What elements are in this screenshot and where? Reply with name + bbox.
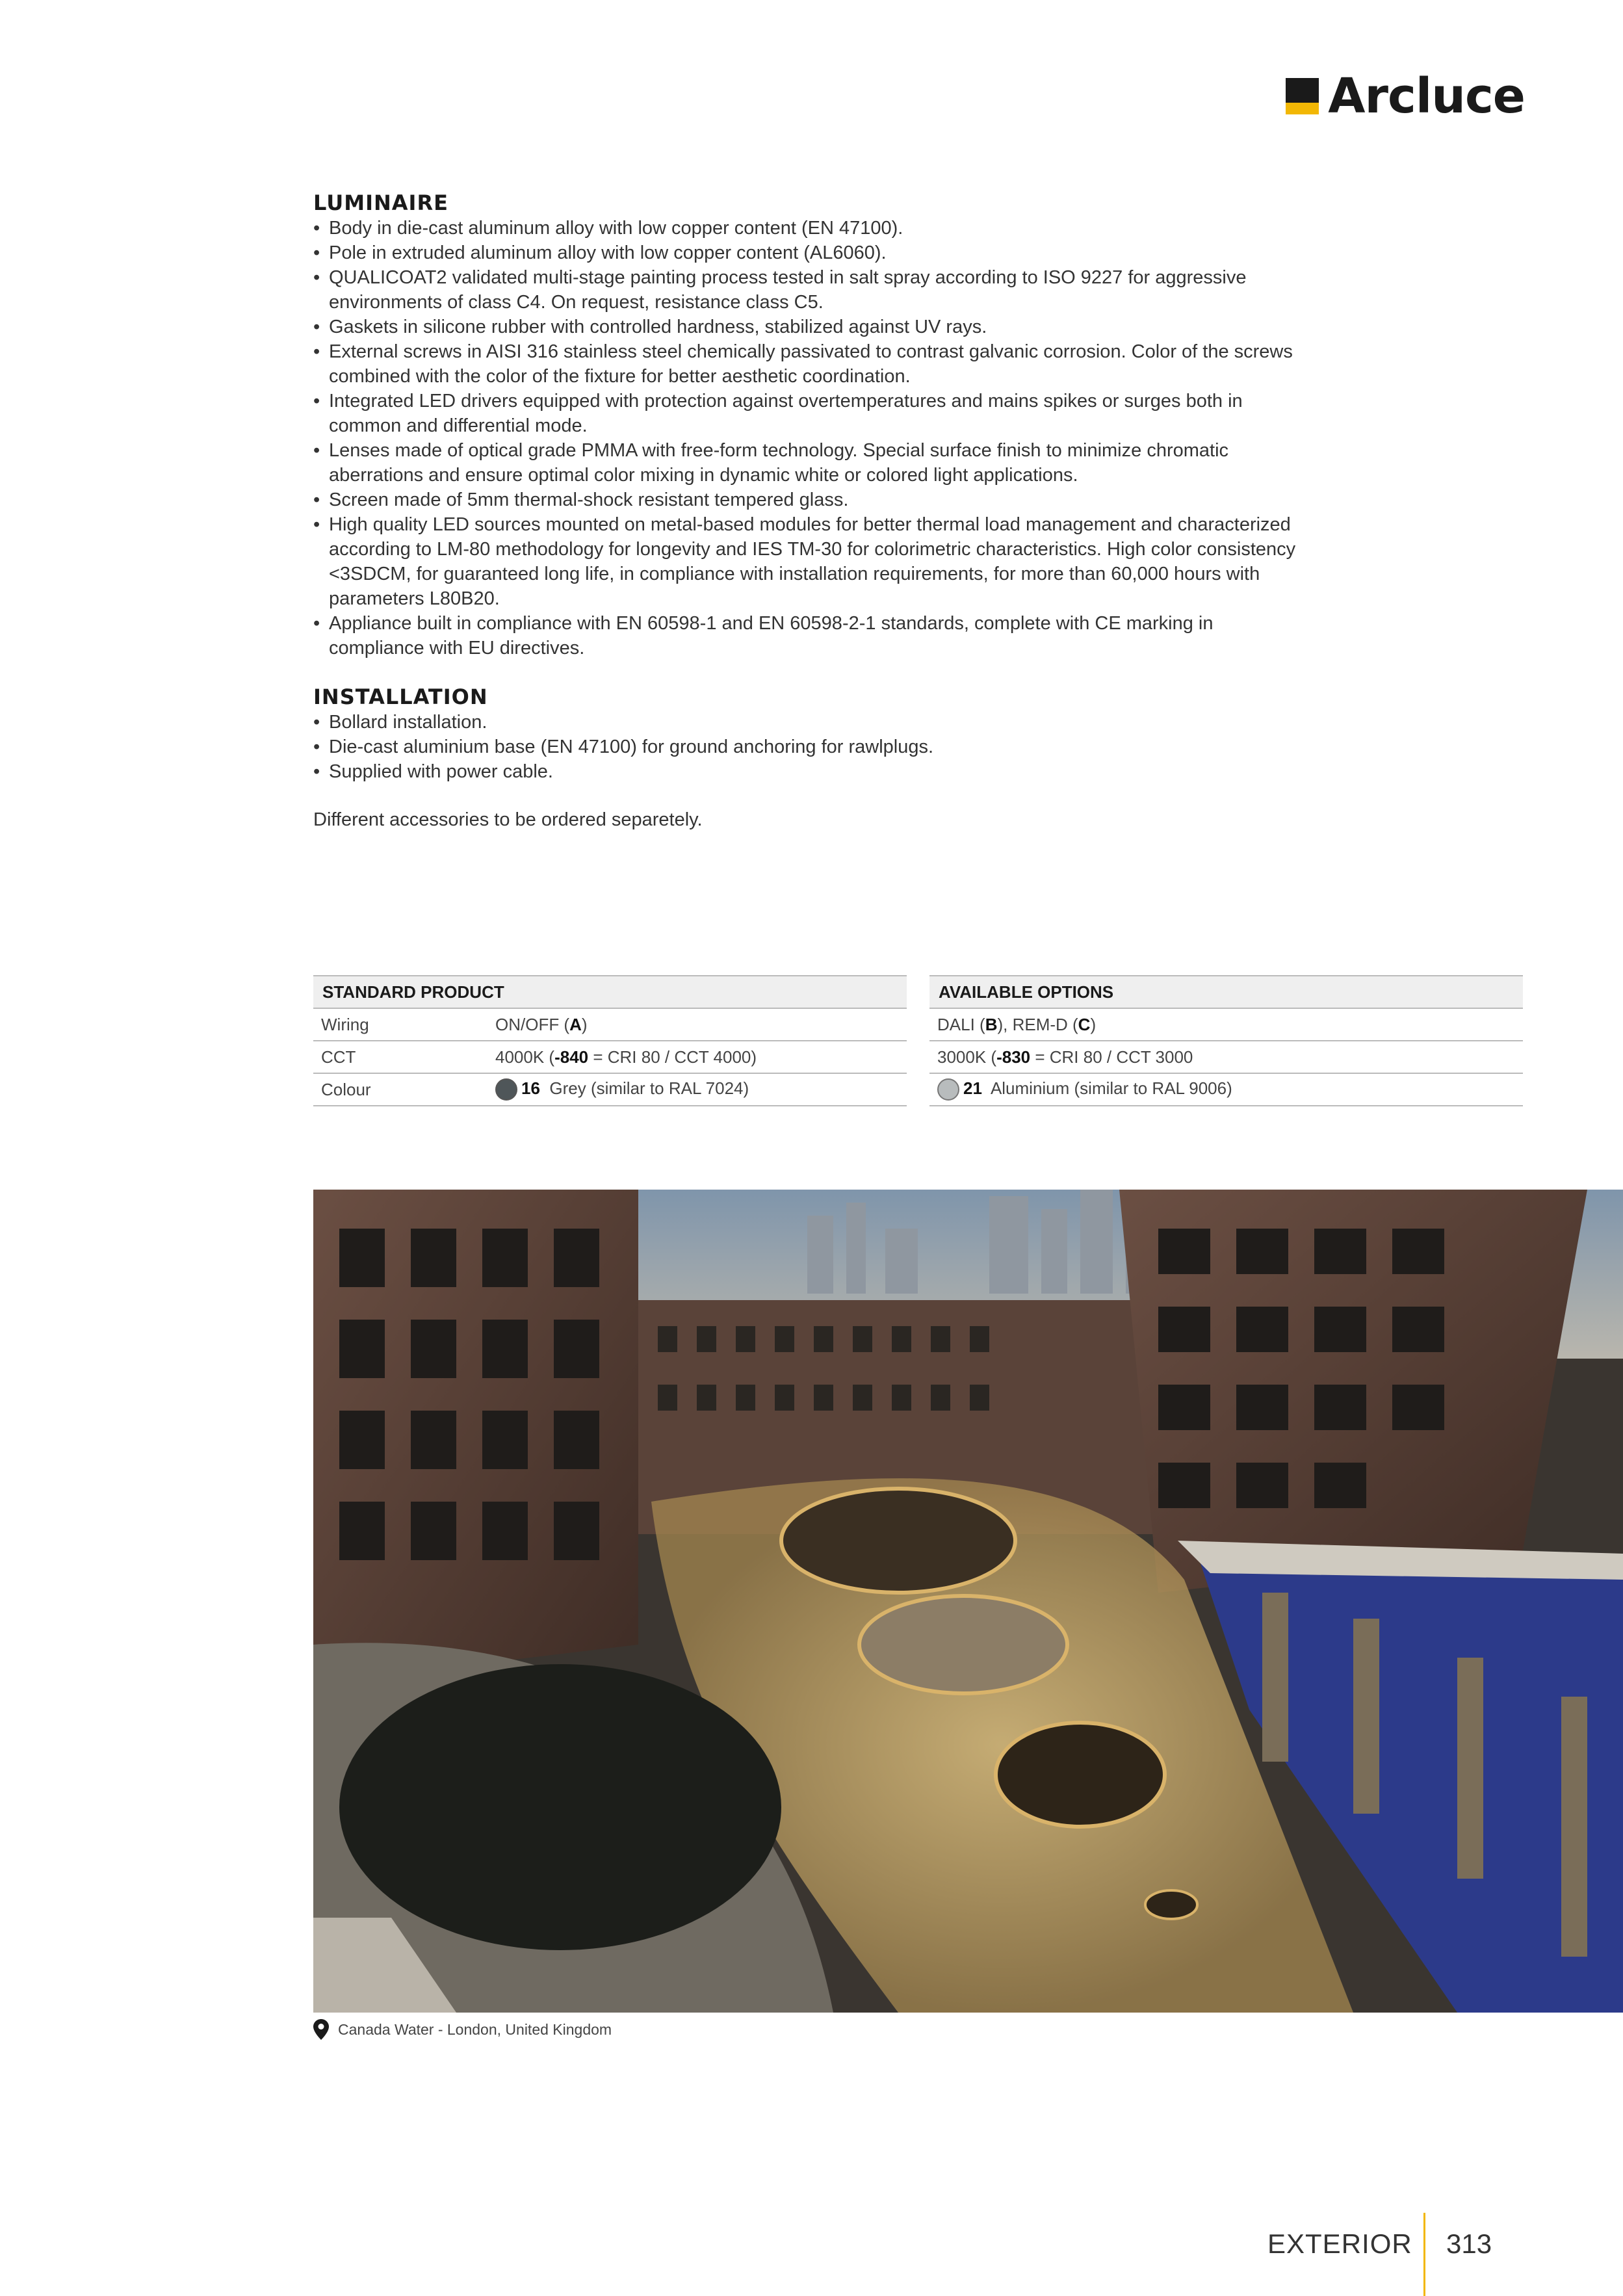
logo-mark-icon: [1286, 78, 1319, 114]
cct-label: CCT: [313, 1041, 487, 1073]
colour-value: 16 Grey (similar to RAL 7024): [487, 1073, 907, 1106]
grey-swatch-icon: [495, 1078, 517, 1101]
caption-text: Canada Water - London, United Kingdom: [338, 2020, 612, 2038]
cct-value: 4000K (-840 = CRI 80 / CCT 4000): [487, 1041, 907, 1073]
list-item: • Integrated LED drivers equipped with protection against overtemperatures and mains spikes or surges both in common and differential mode.: [313, 389, 1301, 438]
list-item: • Die-cast aluminium base (EN 47100) for ground anchoring for rawlplugs.: [313, 735, 1301, 759]
photo-caption: [313, 2018, 612, 2041]
accessories-note: Different accessories to be ordered separetely.: [313, 809, 703, 830]
table-row: [929, 1008, 1523, 1041]
list-item: • Body in die-cast aluminum alloy with low copper content (EN 47100).: [313, 216, 1301, 241]
location-pin-icon: [313, 2019, 329, 2040]
wiring-options: DALI (B), REM-D (C): [929, 1008, 1523, 1041]
project-photo: [313, 1190, 1623, 2013]
standard-header: STANDARD PRODUCT: [313, 976, 907, 1008]
cct-options: 3000K (-830 = CRI 80 / CCT 3000: [929, 1041, 1523, 1073]
description-block: [313, 190, 1301, 832]
installation-title: INSTALLATION: [313, 685, 488, 709]
footer-divider: [1423, 2213, 1425, 2296]
table-row: [313, 1008, 907, 1041]
list-item: • High quality LED sources mounted on metal-based modules for better thermal load management and characterized according to LM-80 methodology for longevity and IES TM-30 for colorimetric characteristics. High color consistency <3SDCM, for guaranteed long life, in compliance with installation requirements, for more than 60,000 hours with parameters L80B20.: [313, 512, 1301, 611]
table-row: [313, 1041, 907, 1073]
standard-product-table: [313, 975, 907, 1106]
list-item: • Pole in extruded aluminum alloy with low copper content (AL6060).: [313, 241, 1301, 265]
list-item: • Gaskets in silicone rubber with controlled hardness, stabilized against UV rays.: [313, 315, 1301, 339]
aluminium-swatch-icon: [937, 1078, 959, 1101]
wiring-value: ON/OFF (A): [487, 1008, 907, 1041]
list-item: • Supplied with power cable.: [313, 759, 1301, 784]
page-number: 313: [1446, 2228, 1492, 2259]
options-header: AVAILABLE OPTIONS: [929, 976, 1523, 1008]
list-item: • External screws in AISI 316 stainless steel chemically passivated to contrast galvanic corrosion. Color of the screws combined with the color of the fixture for better aesthetic coordination.: [313, 339, 1301, 389]
footer-section-label: EXTERIOR: [1267, 2228, 1412, 2259]
brand-logo: [1286, 68, 1525, 124]
installation-list: [313, 710, 1301, 784]
table-row: [313, 1073, 907, 1106]
brand-name: Arcluce: [1328, 68, 1525, 124]
luminaire-list: [313, 216, 1301, 660]
list-item: • Screen made of 5mm thermal-shock resistant tempered glass.: [313, 488, 1301, 512]
table-row: [929, 1041, 1523, 1073]
available-options-table: [929, 975, 1523, 1106]
colour-label: Colour: [313, 1073, 487, 1106]
wiring-label: Wiring: [313, 1008, 487, 1041]
list-item: • QUALICOAT2 validated multi-stage painting process tested in salt spray according to ISO 9227 for aggressive environments of class C4. On request, resistance class C5.: [313, 265, 1301, 315]
luminaire-title: LUMINAIRE: [313, 190, 448, 215]
colour-options: 21 Aluminium (similar to RAL 9006): [929, 1073, 1523, 1106]
list-item: • Bollard installation.: [313, 710, 1301, 735]
table-row: [929, 1073, 1523, 1106]
list-item: • Appliance built in compliance with EN 60598-1 and EN 60598-2-1 standards, complete with CE marking in compliance with EU directives.: [313, 611, 1301, 660]
list-item: • Lenses made of optical grade PMMA with free-form technology. Special surface finish to minimize chromatic aberrations and ensure optimal color mixing in dynamic white or colored light applications.: [313, 438, 1301, 488]
